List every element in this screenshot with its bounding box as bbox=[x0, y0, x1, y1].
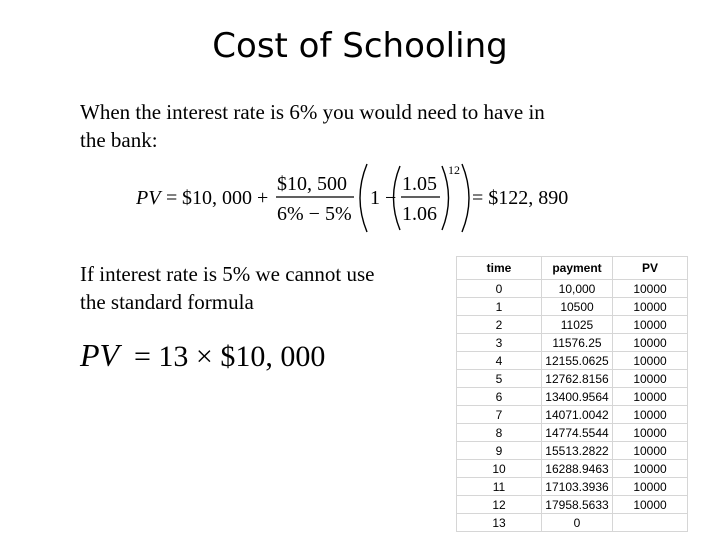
cell-payment: 10,000 bbox=[542, 280, 613, 298]
cell-time: 10 bbox=[457, 460, 542, 478]
table-row bbox=[457, 442, 688, 460]
paragraph-interest-5: If interest rate is 5% we cannot use the standard formula bbox=[80, 262, 375, 314]
cell-payment: 16288.9463 bbox=[542, 460, 613, 478]
eq1-base: $10, 000 + bbox=[182, 187, 269, 209]
table-row bbox=[457, 280, 688, 298]
cell-pv: 10000 bbox=[613, 442, 688, 460]
cell-payment: 13400.9564 bbox=[542, 388, 613, 406]
cell-pv: 10000 bbox=[613, 424, 688, 442]
cell-time: 4 bbox=[457, 352, 542, 370]
eq1-lhs: PV bbox=[136, 187, 161, 209]
cell-payment: 12762.8156 bbox=[542, 370, 613, 388]
cell-pv bbox=[613, 514, 688, 532]
eq2-rhs: = 13 × $10, 000 bbox=[134, 340, 326, 373]
cell-time: 8 bbox=[457, 424, 542, 442]
eq1-ratio-num: 1.05 bbox=[402, 173, 437, 195]
table-row bbox=[457, 496, 688, 514]
cell-time: 6 bbox=[457, 388, 542, 406]
header-payment: payment bbox=[542, 257, 613, 280]
table-header-row bbox=[457, 257, 688, 280]
cell-payment: 14071.0042 bbox=[542, 406, 613, 424]
table-row bbox=[457, 334, 688, 352]
eq1-right-paren bbox=[462, 164, 469, 232]
table-row bbox=[457, 460, 688, 478]
table-row bbox=[457, 316, 688, 334]
slide-title: Cost of Schooling bbox=[212, 26, 508, 66]
cell-time: 7 bbox=[457, 406, 542, 424]
cell-time: 2 bbox=[457, 316, 542, 334]
cell-pv: 10000 bbox=[613, 406, 688, 424]
cell-pv: 10000 bbox=[613, 478, 688, 496]
cell-time: 3 bbox=[457, 334, 542, 352]
cell-pv: 10000 bbox=[613, 298, 688, 316]
cell-payment: 10500 bbox=[542, 298, 613, 316]
table-row bbox=[457, 406, 688, 424]
cell-pv: 10000 bbox=[613, 334, 688, 352]
header-pv: PV bbox=[613, 257, 688, 280]
cell-pv: 10000 bbox=[613, 316, 688, 334]
cell-payment: 0 bbox=[542, 514, 613, 532]
cell-pv: 10000 bbox=[613, 352, 688, 370]
table-row bbox=[457, 298, 688, 316]
eq2-lhs: PV bbox=[80, 337, 120, 373]
cell-time: 11 bbox=[457, 478, 542, 496]
header-time: time bbox=[457, 257, 542, 280]
cell-time: 5 bbox=[457, 370, 542, 388]
equation-pv-6-percent bbox=[136, 160, 596, 236]
cell-payment: 12155.0625 bbox=[542, 352, 613, 370]
cell-payment: 14774.5544 bbox=[542, 424, 613, 442]
cell-time: 12 bbox=[457, 496, 542, 514]
eq1-one-minus: 1 − bbox=[370, 187, 397, 209]
cell-pv: 10000 bbox=[613, 496, 688, 514]
cell-pv: 10000 bbox=[613, 370, 688, 388]
payment-table bbox=[456, 256, 688, 532]
eq1-left-paren bbox=[360, 164, 367, 232]
cell-time: 1 bbox=[457, 298, 542, 316]
eq1-ratio-den: 1.06 bbox=[402, 203, 437, 225]
equation-pv-5-percent bbox=[76, 330, 346, 380]
cell-payment: 11576.25 bbox=[542, 334, 613, 352]
eq1-exponent: 12 bbox=[448, 163, 460, 177]
table-row bbox=[457, 478, 688, 496]
cell-payment: 15513.2822 bbox=[542, 442, 613, 460]
eq1-frac-den: 6% − 5% bbox=[277, 203, 352, 225]
cell-time: 13 bbox=[457, 514, 542, 532]
eq1-result: = $122, 890 bbox=[472, 187, 569, 209]
cell-pv: 10000 bbox=[613, 388, 688, 406]
table-row bbox=[457, 352, 688, 370]
eq1-equals: = bbox=[166, 187, 178, 209]
table-row bbox=[457, 388, 688, 406]
eq1-frac-num: $10, 500 bbox=[277, 173, 347, 195]
cell-payment: 17103.3936 bbox=[542, 478, 613, 496]
table-row bbox=[457, 514, 688, 532]
cell-payment: 11025 bbox=[542, 316, 613, 334]
table-row bbox=[457, 370, 688, 388]
cell-time: 9 bbox=[457, 442, 542, 460]
paragraph-interest-6: When the interest rate is 6% you would need to have in the bank: bbox=[80, 100, 545, 152]
cell-pv: 10000 bbox=[613, 280, 688, 298]
cell-payment: 17958.5633 bbox=[542, 496, 613, 514]
cell-time: 0 bbox=[457, 280, 542, 298]
table-row bbox=[457, 424, 688, 442]
cell-pv: 10000 bbox=[613, 460, 688, 478]
